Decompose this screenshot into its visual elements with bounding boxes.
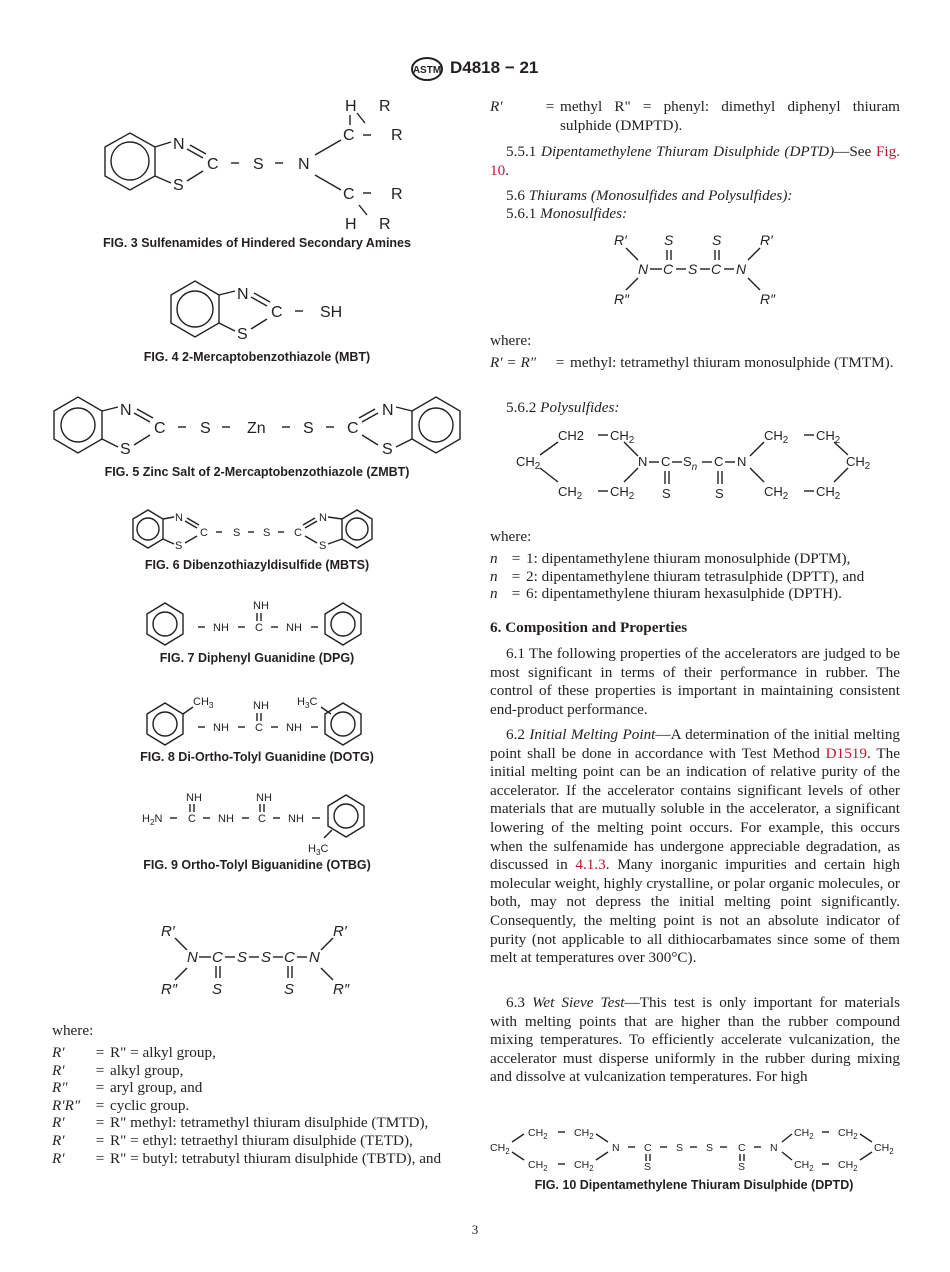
fig9-nh1: NH [218,813,234,825]
definition-row [52,1079,462,1097]
definition-term: R′ [52,1114,65,1132]
definition-row [52,1062,462,1080]
mono-r1: R′ [614,232,627,248]
tds-r1: R′ [161,923,175,940]
poly-ch2-j: $CH_2$ [846,454,871,472]
fig8-ch3: $CH_3$ [193,696,214,710]
fig3-h2-label: H [345,216,357,233]
definition-row [52,1044,462,1062]
poly-c2: C [714,454,724,469]
definition-equals: = [511,585,521,603]
definition-equals: = [95,1079,105,1097]
poly-ch2-g: $CH_2$ [816,428,841,446]
definition-desc: 6: dipentamethylene thiuram hexasulphide (DPTH). [526,585,842,603]
astm-logo [410,56,444,82]
definition-term: R′ [52,1044,65,1061]
tds-c1: C [212,949,223,966]
definition-desc: methyl: tetramethyl thiuram monosulphide (TMTM). [570,354,894,371]
definition-desc: methyl R" = phenyl: dimethyl diphenyl thiuram sulphide (DMPTD). [560,98,900,134]
definition-desc: cyclic group. [110,1096,190,1114]
tds-n1: N [187,949,198,966]
definition-row [52,1132,462,1150]
poly-s2: S [715,486,724,501]
fig9-h2n: $H_2N$ [142,813,163,827]
mono-n2: N [736,261,747,277]
fig10-s1: S [644,1161,652,1173]
fig9-nh-top1: NH [186,792,202,804]
fig5-c1: C [154,420,166,437]
fig10-caption: FIG. 10 Dipentamethylene Thiuram Disulphide (DPTD) [534,1178,854,1192]
fig6-caption: FIG. 6 Dibenzothiazyldisulfide (MBTS) [144,558,370,572]
fig3-c3-label: C [343,186,355,203]
fig10-ch2-j: $CH_2$ [874,1142,894,1156]
fig3-r1-label: R [379,98,391,115]
fig3-r3-label: R [391,186,403,203]
monosulfide-structure [610,230,790,310]
fig6-c2: C [294,527,302,539]
definition-term: R′ = R″ [490,354,537,371]
fig10-n2: N [770,1142,778,1154]
mono-definition [490,354,900,373]
definition-equals: = [95,1044,105,1061]
definition-term: n [490,585,498,603]
section-number: 6.2 [506,726,525,743]
definition-equals: = [511,567,521,585]
right-where-label-1: where: [490,332,532,349]
definition-equals: = [95,1131,105,1149]
paragraph-text: —A determination of the initial melting point shall be done in accordance with Test Method [490,726,901,762]
fig10-c1: C [644,1142,652,1154]
definition-equals: = [545,98,555,115]
section-number: 6.3 [506,994,525,1011]
fig4-caption: FIG. 4 2-Mercaptobenzothiazole (MBT) [143,350,371,364]
definition-term: n [490,567,498,585]
fig5-zn: Zn [247,420,266,437]
poly-n1: N [638,454,648,469]
fig10-ch2-a: $CH_2$ [490,1142,510,1156]
fig6-s2: S [233,527,241,539]
fig9-c1: C [188,813,196,825]
section-4-1-3-link[interactable]: 4.1.3 [575,856,606,874]
fig7-nh1: NH [213,622,229,634]
definition-equals: = [555,354,565,371]
poly-s1: S [662,486,671,501]
mono-r2: R″ [614,291,630,307]
fig10-ch2-i: $CH_2$ [838,1159,858,1173]
fig6-n1: N [175,512,183,524]
fig5-caption: FIG. 5 Zinc Salt of 2-Mercaptobenzothiazole (ZMBT) [104,465,410,479]
document-designation: D4818 − 21 [450,58,539,77]
paragraph-text: —This test is only important for materials with melting points that are higher than the rubber compound mixing temperatures. To efficiently accelerate vulcanization, the accelerator must disperse uniformly in the rubber during mixing and dissolve at vulcanization temperatures. For high [490,994,900,1086]
fig8-nh-top: NH [253,700,269,712]
definition-term: R′R″ [52,1096,81,1114]
fig3-c-label: C [207,156,219,173]
fig5-n1: N [120,402,132,419]
definition-equals: = [95,1061,105,1079]
fig3-s-label: S [173,177,184,194]
fig10-n1: N [612,1142,620,1154]
definition-row [52,1114,462,1132]
section-number: 5.5.1 [506,143,537,160]
mono-n1: N [638,261,649,277]
section-title: Dipentamethylene Thiuram Disulphide (DPTD) [541,143,835,160]
fig5-s2: S [200,420,211,437]
section-6-heading: 6. Composition and Properties [490,619,688,636]
fig10-ch2-c: $CH_2$ [574,1127,594,1141]
definition-desc: alkyl group, [110,1061,184,1079]
right-top-definition [490,98,900,135]
section-text: —See [834,143,876,160]
fig10-link[interactable]: Fig. 10 [490,143,900,179]
fig8-h3c: $H_3C$ [297,696,318,710]
fig6-structure [130,507,382,553]
poly-c1: C [661,454,671,469]
definition-term: n [490,550,498,567]
fig3-structure [95,95,425,233]
fig3-c2-label: C [343,127,355,144]
definition-desc: R" = alkyl group, [110,1044,216,1061]
svg-text:ASTM: ASTM [412,65,442,76]
poly-ch2-e: $CH_2$ [610,484,635,502]
poly-ch2-i: $CH_2$ [816,484,841,502]
paragraph-text: . The initial melting point can be an indication of relative purity of the accelerator. If the accelerator contains significant levels of other materials that are mutually soluble in the accelerator, a significant lowering of the melting point occurs. For example, this occurs when the sulfenamide has undergone appreciable degradation, as discussed in [490,744,900,874]
mono-c1: C [663,261,674,277]
fig9-nh-top2: NH [256,792,272,804]
fig4-s-label: S [237,326,248,343]
section-title: Thiurams (Monosulfides and Polysulfides): [528,187,793,204]
definition-desc: R" = butyl: tetrabutyl thiuram disulphide (TBTD), and [110,1149,442,1167]
definition-equals: = [95,1096,105,1114]
fig7-caption: FIG. 7 Diphenyl Guanidine (DPG) [159,651,355,665]
fig9-c2: C [258,813,266,825]
fig3-r2-label: R [391,127,403,144]
fig10-ch2-d: $CH_2$ [528,1159,548,1173]
section-5-5-1: 5.5.1 Dipentamethylene Thiuram Disulphide (DPTD)—See Fig. 10. [490,143,900,179]
fig6-c1: C [200,527,208,539]
fig8-nh2: NH [286,722,302,734]
fig3-h1-label: H [345,98,357,115]
fig3-caption: FIG. 3 Sulfenamides of Hindered Secondary Amines [103,236,411,250]
fig3-s2-label: S [253,156,264,173]
tds-s4: S [284,981,295,998]
definition-row [52,1097,462,1115]
left-definitions [52,1044,462,1167]
d1519-link[interactable]: D1519 [825,744,867,762]
section-5-6-2 [506,399,619,418]
paragraph-text: . Many inorganic impurities and certain high molecular weight, highly crystalline, or polar organic molecules, or both, may not depress the initial melting point significantly. Consequently, the melting point is not an absolute indicator of purity (not applicable to all dithiocarbamates since some of them melt at temperatures over 300°C). [490,856,900,967]
fig6-s4: S [319,540,327,552]
definition-equals: = [95,1149,105,1167]
definition-desc: R" methyl: tetramethyl thiuram disulphide (TMTD), [110,1114,429,1132]
poly-ch2-a: CH2 [558,428,585,443]
fig4-structure [165,275,365,345]
section-5-6 [506,187,792,206]
fig8-c: C [255,722,263,734]
polysulfide-structure [512,420,882,506]
fig8-caption: FIG. 8 Di-Ortho-Tolyl Guanidine (DOTG) [140,750,374,764]
section-title: Monosulfides: [540,205,628,222]
fig10-s2: S [676,1142,684,1154]
poly-sn: $S_n$ [683,454,698,473]
tds-r4: R″ [333,981,350,998]
section-title: Initial Melting Point [529,726,656,743]
definition-term: R′ [52,1149,65,1167]
poly-ch2-b: $CH_2$ [610,428,635,446]
right-where-label-2: where: [490,528,532,545]
fig10-ch2-h: $CH_2$ [794,1159,814,1173]
fig9-h3c: $H_3C$ [308,843,329,856]
section-title: Wet Sieve Test [532,994,625,1011]
fig10-structure [488,1118,903,1176]
mono-r3: R′ [760,232,773,248]
fig3-n2-label: N [298,156,310,173]
definition-desc: aryl group, and [110,1079,203,1097]
section-number: 5.6.1 [506,205,537,222]
definition-desc: 1: dipentamethylene thiuram monosulphide (DPTM), [526,550,851,567]
fig7-nh-top: NH [253,600,269,612]
section-title: Polysulfides: [540,399,620,416]
mono-s2: S [688,261,698,277]
section-number: 5.6 [506,187,525,204]
fig10-ch2-f: $CH_2$ [794,1127,814,1141]
fig5-structure [50,393,470,458]
poly-ch2-h: $CH_2$ [764,484,789,502]
fig6-n2: N [319,512,327,524]
fig4-n-label: N [237,286,249,303]
definition-equals: = [95,1114,105,1132]
mono-s3: S [712,232,722,248]
thiuram-disulfide-structure [155,918,365,998]
fig7-structure [143,597,368,647]
page-header [0,56,950,84]
fig7-c: C [255,622,263,634]
tds-n2: N [309,949,320,966]
section-number: 5.6.2 [506,399,537,416]
definition-term: R″ [52,1079,68,1097]
fig3-n-label: N [173,136,185,153]
fig9-structure [140,790,380,856]
tds-s2: S [237,949,248,966]
page-number: 3 [471,1222,479,1237]
definition-desc: 2: dipentamethylene thiuram tetrasulphide (DPTT), and [526,567,865,585]
fig4-c-label: C [271,304,283,321]
definition-row [52,1150,462,1168]
paragraph-6-3 [490,994,900,1087]
fig5-s3: S [303,420,314,437]
fig5-c2: C [347,420,359,437]
poly-definitions [490,550,900,603]
tds-s1: S [212,981,223,998]
mono-r4: R″ [760,291,776,307]
section-5-6-1 [506,205,627,224]
definition-desc: R" = ethyl: tetraethyl thiuram disulphide (TETD), [110,1131,413,1149]
left-where-label: where: [52,1022,94,1039]
fig5-n2: N [382,402,394,419]
tds-r2: R″ [161,981,178,998]
definition-term: R′ [52,1061,65,1079]
poly-n2: N [737,454,747,469]
poly-ch2-c: $CH_2$ [516,454,541,472]
definition-equals: = [511,550,521,567]
tds-c2: C [284,949,295,966]
fig8-nh1: NH [213,722,229,734]
fig10-ch2-e: $CH_2$ [574,1159,594,1173]
tds-s3: S [261,949,272,966]
definition-term: R′ [52,1131,65,1149]
paragraph-6-1: 6.1 The following properties of the accelerators are judged to be most significant in terms of their performance in rubber. The control of these properties is important in maintaining consistent end-product performance. [490,645,900,718]
poly-ch2-d: $CH_2$ [558,484,583,502]
fig5-s4: S [382,441,393,458]
fig9-caption: FIG. 9 Ortho-Tolyl Biguanidine (OTBG) [143,858,371,872]
definition-term: R′ [490,98,503,115]
fig10-ch2-g: $CH_2$ [838,1127,858,1141]
fig3-r4-label: R [379,216,391,233]
fig4-sh-label: SH [320,304,343,321]
fig9-nh2: NH [288,813,304,825]
fig10-ch2-b: $CH_2$ [528,1127,548,1141]
paragraph-6-2 [490,726,900,968]
fig8-structure [143,689,368,747]
fig10-s3: S [706,1142,714,1154]
fig5-s1: S [120,441,131,458]
mono-c2: C [711,261,722,277]
fig7-nh2: NH [286,622,302,634]
poly-ch2-f: $CH_2$ [764,428,789,446]
fig6-s1: S [175,540,183,552]
mono-s1: S [664,232,674,248]
fig10-s4: S [738,1161,746,1173]
fig10-c2: C [738,1142,746,1154]
tds-r3: R′ [333,923,347,940]
fig6-s3: S [263,527,271,539]
